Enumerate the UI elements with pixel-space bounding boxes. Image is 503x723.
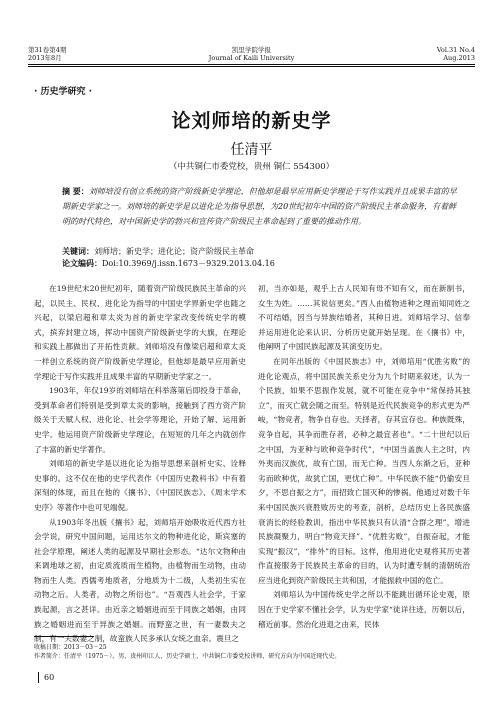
page-number: 60 bbox=[38, 672, 54, 683]
doi-text: Doi:10.3969/j.issn.1673－9329.2013.04.16 bbox=[102, 259, 275, 268]
date-cn: 2013年8月 bbox=[28, 54, 62, 62]
paragraph: 初，当亦如是，观乎上古人民知有母不知有父，而在新制书，女生为姓。……其说信更矣。”西人由植物进种之理而知同姓之不可结婚，因当与异族结婚者，其种日进。刘师培学习、信奉并运用进化论来认识、分析历史就开始呈现。在《攘书》中，他阐明了中国民族起源及其演变历史。 bbox=[258, 284, 470, 352]
author-affiliation: （中共铜仁市委党校，贵州 铜仁 554300） bbox=[168, 162, 335, 172]
footnote-rule bbox=[34, 636, 94, 637]
doi-label: 论文编码： bbox=[62, 258, 102, 268]
volume-en: Vol.31 No.4 bbox=[436, 46, 475, 54]
journal-name-en: Journal of Kaili University bbox=[208, 54, 295, 62]
article-title: 论刘师培的新史学 bbox=[171, 110, 332, 132]
paragraph: 在19世纪末20世纪初年，随着资产阶级民族民主革命的兴起，以民主、民权、进化论为指导的中国史学界新史学也随之兴起，以梁启超和章太炎为首的新史学家改变传统史学的模式，摈弃封建立场，挥动中国资产阶级新史学的大旗，在理论和实践上都做出了开拓性贡献。刘师培没有像梁启超和章太炎一样创立系统的资产阶级新史学理论，但他却是最早应用新史学理论于写作实践并且成果丰富的早期新史学家之一。 bbox=[34, 284, 246, 381]
author-bio: 作者简介：任清平（1975－），男，贵州印江人，历史学硕士，中共铜仁市委党校讲师，研究方向为中国近现代史。 bbox=[34, 653, 341, 660]
volume-issue-cn: 第31卷第4期 bbox=[28, 46, 67, 54]
paragraph: 刘师培的新史学是以进化论为指导思想来剖析史实、诠释史事的。这不仅在他的史学代表作《中国历史教科书》中有着深刻的体现，而且在他的《攘书》、《中国民族志》、《周末学术史序》等著作中也可见端倪。 bbox=[34, 459, 246, 512]
keywords bbox=[62, 246, 461, 257]
section-label: · 历史学研究 · bbox=[34, 87, 93, 97]
abstract bbox=[62, 184, 461, 229]
header-rule-top bbox=[28, 64, 475, 65]
volume-issue-en bbox=[437, 46, 475, 62]
received-date: 收稿日期：2013－03－25 bbox=[34, 644, 107, 651]
date-en: Aug.2013 bbox=[443, 54, 475, 62]
abstract-text: 刘师培没有创立系统的资产阶级新史学理论，但他却是最早应用新史学理论于写作实践并且成果丰富的早期新史学家之一。刘师培的新史学是以进化论为指导思想，为20世纪初年中国的资产阶级民主革命服务，有着鲜明的时代特色，对中国新史学的勃兴和宣传资产阶级民主革命起到了重要的推动作用。 bbox=[62, 187, 457, 226]
keywords-text: 刘师培；新史学；进化论；资产阶级民主革命 bbox=[94, 247, 254, 256]
body-column-left bbox=[34, 282, 246, 647]
header-rule-bottom bbox=[28, 66, 475, 67]
keywords-label: 关键词： bbox=[62, 246, 94, 256]
journal-name bbox=[28, 46, 475, 62]
body-column-right bbox=[258, 282, 470, 632]
journal-name-cn: 凯里学院学报 bbox=[232, 46, 271, 54]
doi bbox=[62, 258, 461, 269]
paragraph: 在同年出版的《中国民族志》中，刘师培用“优胜劣败”的进化论观点，将中国民族关系史分为九个时期来叙述，认为一个民族，如果不思振作发展，就不可能在竞争中“常保持其独立”，而灭亡就会随之而至。特别是近代民族竞争的形式更为严峻，“物竞者，物争自存也。天择者，存其宜存也。种族既殊，竞争自起，其争而胜存者，必种之最宜者也”。“二十世纪以后之中国，为亚种与欧种竞争时代”，“中国当盖族人主之时，内外夷而汉族优，故有亡国，而无亡种。当西人东渐之后，亚种劣而欧种优，故犹亡国，更忧亡种”。中华民族不能“仍偷安旦夕，不思自振之方”，而招致亡国灭种的惨祸。他通过对数千年来中国民族兴衰胜败历史的考查，剖析，总结历史上各民族盛衰消长的经验教训，指出中华民族只有认清“合群之理”，增进民族凝聚力，明白“物竞天择”、“优胜劣败”，自振奋起，才能实现“振汉”，“排外”的目标。这样，他用进化史观将其历史著作直接服务于民族民主革命的目的，认为时遭专制的清朝统治应当进化到资产阶级民主共和国，才能振救中国的危亡。 bbox=[258, 356, 470, 585]
article-author: 任清平 bbox=[230, 142, 273, 158]
paragraph: 1903年，年仅19岁的刘师培在科举落第后即投身于革命，受到革命者们特别是受到章太炎的影响，接触到了西方资产阶级关于天赋人权、进化论、社会学等理论，开始了解、运用新史学。他运用资产阶级新史学理论，在短短的几年之内就创作了丰富的新史学著作。 bbox=[34, 386, 246, 454]
paragraph: 刘师培认为中国传统史学之所以不能跳出循环论史观，原因在于史学家不懂社会学，认为史学家“徒详往迹，历朝以后，稽近前事。然治化进退之由来，民体 bbox=[258, 590, 470, 629]
paragraph: 从1903年冬出版《攘书》起，刘师培开始吸收近代西方社会学说，研究中国问题，运用达尔文的物种进化论，斯宾塞的社会学原理，阐述人类的起源及早期社会形态。“达尔文物种由来调地球之初，由定质流质而生植物，由植物而生动物，由动物而生人类。西儒考地质者，分地质为十二级，人类初生实在动物之后。人类者，动物之所衍也”。“吾观西人社会学，于家族起源，言之甚详。由近亲之婚姻进而至于同族之婚姻，由同族之婚姻进而至于异族之婚姻。而野蛮之世，有一妻数夫之制，有一夫数妻之制，故蛮族人民多承认女统之血亲。震旦之 bbox=[34, 517, 246, 644]
abstract-label: 摘 要： bbox=[62, 186, 89, 196]
